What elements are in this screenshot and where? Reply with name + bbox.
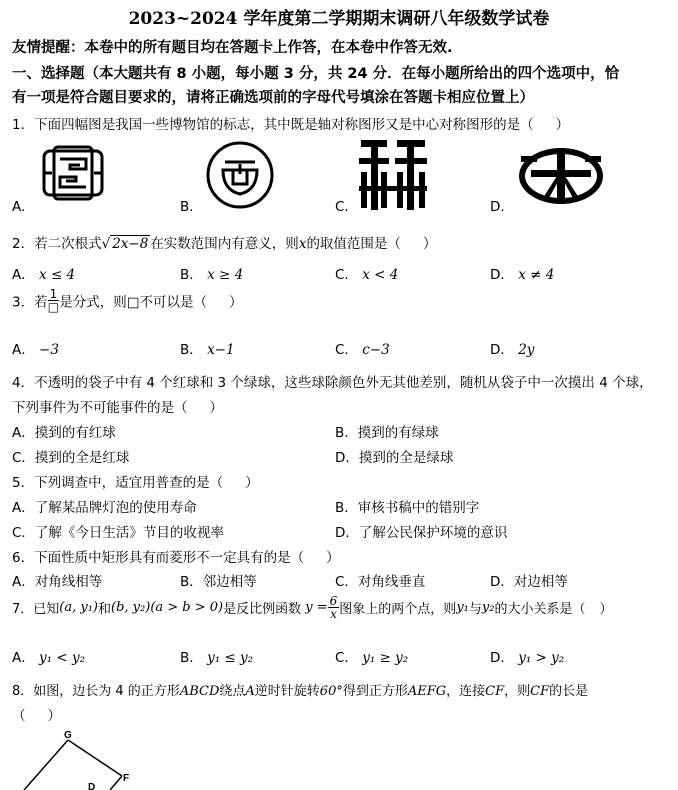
q4-close: ） <box>209 400 223 416</box>
question-4-line2 <box>12 396 223 416</box>
q8-square1: ABCD <box>179 684 220 699</box>
q8-figure-label-g: G <box>64 730 72 741</box>
q8-mid5: ，则 <box>504 684 531 699</box>
q1-option-d[interactable]: D. <box>490 199 505 215</box>
question-8-line2 <box>12 704 61 724</box>
q3-option-a-letter: A． <box>12 342 35 358</box>
exam-title: 2023~2024 学年度第二学期期末调研八年级数学试卷 <box>128 9 550 29</box>
q7-frac-num: 6 <box>329 594 338 608</box>
q1-option-a[interactable]: A. <box>12 199 26 215</box>
q5-option-c[interactable]: C．了解《今日生活》节目的收视率 <box>12 525 224 541</box>
q2-option-d[interactable] <box>490 263 554 283</box>
q7-pre: 7．已知 <box>12 602 60 617</box>
q4-option-d[interactable]: D．摸到的全是绿球 <box>335 450 454 466</box>
q8-mid3: 得到正方形 <box>342 684 408 699</box>
q8-angle: 60° <box>319 684 343 699</box>
q7-option-b-letter: B． <box>180 650 203 666</box>
q7-condition: (a > b > 0) <box>150 600 224 615</box>
q8-figure-edge-fe <box>110 776 122 790</box>
q7-option-a-letter: A． <box>12 650 35 666</box>
q8-figure-label-f: F <box>123 773 130 784</box>
question-6-stem <box>12 546 340 566</box>
q7-point1: (a, y₁) <box>59 600 98 615</box>
q2-close: ） <box>422 236 437 252</box>
section-header-line2: 有一项是符合题目要求的，请将正确选项前的字母代号填涂在答题卡相应位置上） <box>12 90 534 106</box>
q7-frac-den: x <box>330 607 337 621</box>
q7-yu: 与 <box>468 602 482 617</box>
q8-mid2: 逆时针旋转 <box>254 684 320 699</box>
q6-option-c[interactable]: C．对角线垂直 <box>335 574 426 590</box>
q3-fraction <box>48 288 60 313</box>
q7-option-c[interactable] <box>335 646 408 666</box>
q7-option-c-letter: C． <box>335 650 358 666</box>
q3-option-b[interactable] <box>180 338 235 358</box>
q2-option-a[interactable] <box>12 263 75 283</box>
q7-option-d-letter: D． <box>490 650 514 666</box>
question-1-stem <box>12 113 569 133</box>
q2-var: x <box>298 236 307 252</box>
museum-logo-c-icon <box>357 138 429 212</box>
q7-point2: (b, y₂) <box>111 600 151 615</box>
q3-option-b-letter: B． <box>180 342 203 358</box>
q8-pre: 8．如图，边长为 4 的正方形 <box>12 684 180 699</box>
q1-option-c[interactable]: C. <box>335 199 349 215</box>
q7-y1: y₁ <box>456 600 469 615</box>
q2-option-b[interactable] <box>180 263 243 283</box>
q3-option-d[interactable] <box>490 338 534 358</box>
q7-option-d-expr: y₁ > y₂ <box>518 650 565 666</box>
q6-option-d[interactable]: D．对边相等 <box>490 574 568 590</box>
q5-option-b[interactable]: B．审核书稿中的错别字 <box>335 500 480 516</box>
q8-figure-edge-ga <box>24 740 68 790</box>
q8-post: 的长是 <box>549 684 589 699</box>
q8-figure <box>10 728 150 790</box>
q2-option-c-letter: C． <box>335 267 358 283</box>
q7-option-a-expr: y₁ < y₂ <box>39 650 86 666</box>
q3-option-c-expr: c−3 <box>362 342 390 358</box>
question-1-text: 1．下面四幅图是我国一些博物馆的标志，其中既是轴对称图形又是中心对称图形的是（ <box>12 117 534 133</box>
q5-text: 5．下列调查中，适宜用普查的是（ <box>12 475 224 491</box>
q2-radicand: 2x−8 <box>112 236 149 252</box>
question-8-line1 <box>12 680 588 699</box>
q2-option-b-expr: x ≥ 4 <box>207 267 244 283</box>
section-header-line1: 一、选择题（本大题共有 8 小题，每小题 3 分，共 24 分．在每小题所给出的四个选项中，恰 <box>12 66 620 82</box>
question-5-stem <box>12 471 259 491</box>
question-4-line1: 4．不透明的袋子中有 4 个红球和 3 个绿球，这些球除颜色外无其他差别，随机从袋子中一次摸出 4 个球， <box>12 375 653 391</box>
q8-figure-label-d: D <box>88 782 96 790</box>
q7-y2: y₂ <box>481 600 495 615</box>
q5-option-d[interactable]: D．了解公民保护环境的意识 <box>335 525 508 541</box>
q6-close: ） <box>326 550 340 566</box>
q8-seg1: CF <box>485 684 505 699</box>
q3-option-c-letter: C． <box>335 342 358 358</box>
q3-option-d-letter: D． <box>490 342 514 358</box>
q3-frac-num: 1 <box>49 287 58 301</box>
q1-option-b[interactable]: B. <box>180 199 194 215</box>
museum-logo-d-icon <box>517 146 605 206</box>
q6-text: 6．下面性质中矩形具有而菱形不一定具有的是（ <box>12 550 305 566</box>
q3-option-a-expr: −3 <box>39 342 59 358</box>
museum-logo-a-icon <box>40 143 106 203</box>
q4-option-c[interactable]: C．摸到的全是红球 <box>12 450 130 466</box>
q2-option-a-expr: x ≤ 4 <box>39 267 76 283</box>
q5-option-a[interactable]: A．了解某品牌灯泡的使用寿命 <box>12 500 197 516</box>
q2-option-a-letter: A． <box>12 267 35 283</box>
q2-option-b-letter: B． <box>180 267 203 283</box>
q2-option-c-expr: x < 4 <box>362 267 399 283</box>
q7-post: 图象上的两个点，则 <box>339 602 457 617</box>
museum-logo-b-icon <box>205 140 275 210</box>
q7-option-b[interactable] <box>180 646 253 666</box>
q7-option-a[interactable] <box>12 646 85 666</box>
q3-post: 是分式，则□不可以是（ <box>59 294 207 311</box>
q2-mid: 在实数范围内有意义，则 <box>150 236 299 252</box>
q2-pre: 2．若二次根式 <box>12 236 102 252</box>
q4-line2-text: 下列事件为不可能事件的是（ <box>12 400 188 416</box>
q4-option-b[interactable]: B．摸到的有绿球 <box>335 425 439 441</box>
question-1-close: ） <box>555 117 570 133</box>
q8-close: ） <box>47 708 61 724</box>
q5-close: ） <box>245 475 259 491</box>
q3-option-b-expr: x−1 <box>207 342 235 358</box>
q3-option-d-expr: 2y <box>518 342 535 358</box>
q2-post: 的取值范围是（ <box>306 236 401 252</box>
q3-close: ） <box>229 294 243 311</box>
q8-figure-edge-gf <box>68 740 122 776</box>
question-3-stem <box>12 288 243 313</box>
q4-option-a[interactable]: A．摸到的有红球 <box>12 425 116 441</box>
q7-fraction <box>328 595 340 620</box>
q2-option-d-expr: x ≠ 4 <box>518 267 555 283</box>
q8-square2: AEFG <box>407 684 447 699</box>
q3-option-a[interactable] <box>12 338 59 358</box>
notice: 友情提醒：本卷中的所有题目均在答题卡上作答，在本卷中作答无效. <box>12 40 453 56</box>
q2-option-c[interactable] <box>335 263 398 283</box>
q8-mid4: ，连接 <box>446 684 486 699</box>
q6-option-a[interactable]: A．对角线相等 <box>12 574 103 590</box>
q6-option-b[interactable]: B．邻边相等 <box>180 574 257 590</box>
q7-close: ） <box>599 602 613 617</box>
q7-post2: 的大小关系是（ <box>494 602 586 617</box>
q8-line2-open: （ <box>12 708 26 724</box>
q8-point: A <box>245 684 255 699</box>
q7-option-b-expr: y₁ ≤ y₂ <box>207 650 254 666</box>
q8-mid1: 绕点 <box>219 684 246 699</box>
q2-option-d-letter: D． <box>490 267 514 283</box>
question-2-stem: 2．若二次根式√ 2x−8 在实数范围内有意义，则x的取值范围是（ ） <box>12 236 437 252</box>
q8-seg2: CF <box>530 684 550 699</box>
q3-pre: 3．若 <box>12 294 48 311</box>
question-7-stem <box>12 595 612 620</box>
q7-func: y = <box>305 600 328 615</box>
q3-option-c[interactable] <box>335 338 390 358</box>
q7-and: 和 <box>98 602 112 617</box>
q3-frac-den: □ <box>47 300 60 314</box>
q7-mid: 是反比例函数 <box>223 602 302 617</box>
q7-option-c-expr: y₁ ≥ y₂ <box>362 650 409 666</box>
q7-option-d[interactable] <box>490 646 564 666</box>
